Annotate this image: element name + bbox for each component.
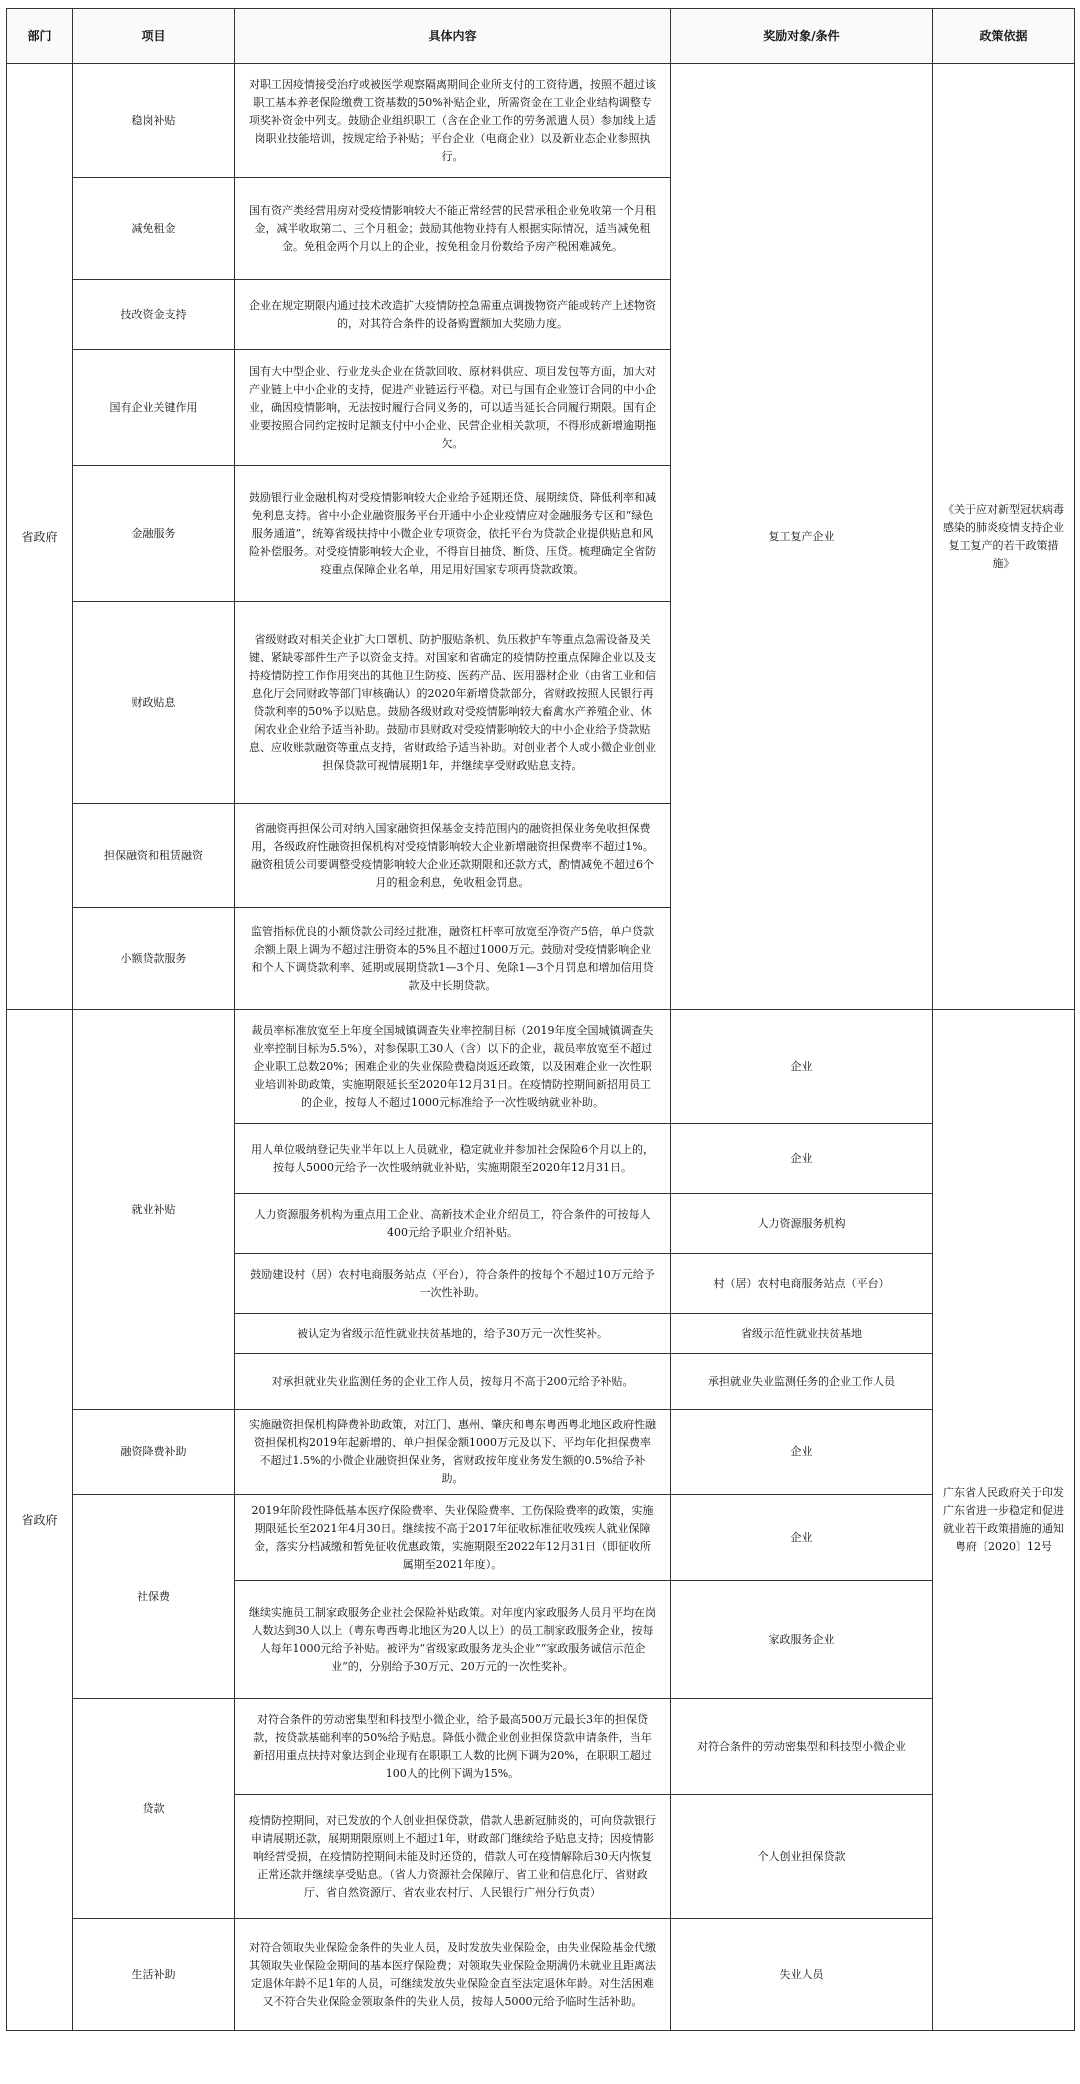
policy-table — [6, 8, 1075, 2031]
target-cell: 对符合条件的劳动密集型和科技型小微企业 — [671, 1699, 933, 1795]
basis-cell: 《关于应对新型冠状病毒感染的肺炎疫情支持企业复工复产的若干政策措施》 — [933, 64, 1075, 1010]
target-cell: 省级示范性就业扶贫基地 — [671, 1314, 933, 1354]
header-content: 具体内容 — [235, 9, 671, 64]
target-cell: 企业 — [671, 1010, 933, 1124]
content-cell: 对符合领取失业保险金条件的失业人员，及时发放失业保险金，由失业保险基金代缴其领取失业保险金期间的基本医疗保险费；对领取失业保险金期满仍未就业且距离法定退休年龄不足1年的人员，可继续发放失业保险金直至法定退休年龄。对生活困难又不符合失业保险金领取条件的失业人员，按每人5000元给予临时生活补助。 — [235, 1919, 671, 2031]
item-cell: 减免租金 — [73, 178, 235, 280]
item-cell: 金融服务 — [73, 466, 235, 602]
content-cell: 省级财政对相关企业扩大口罩机、防护服贴条机、负压救护车等重点急需设备及关键、紧缺零部件生产予以资金支持。对国家和省确定的疫情防控重点保障企业以及支持疫情防控工作作用突出的其他卫生防疫、医药产品、医用器材企业（由省工业和信息化厅会同财政等部门审核确认）的2020年新增贷款部分，省财政按照人民银行再贷款利率的50%予以贴息。鼓励各级财政对受疫情影响较大畜禽水产养殖企业、休闲农业企业给予适当补助。鼓励市县财政对受疫情影响较大的中小企业给予贷款贴息、应收账款融资等重点支持，省财政给予适当补助。对创业者个人或小微企业创业担保贷款可视情展期1年，并继续享受财政贴息支持。 — [235, 602, 671, 804]
item-cell: 生活补助 — [73, 1919, 235, 2031]
content-cell: 继续实施员工制家政服务企业社会保险补贴政策。对年度内家政服务人员月平均在岗人数达到30人以上（粤东粤西粤北地区为20人以上）的员工制家政服务企业，按每人每年1000元给予补贴。被评为“省级家政服务龙头企业”“家政服务诚信示范企业”的，分别给予30万元、20万元的一次性奖补。 — [235, 1581, 671, 1699]
header-row — [7, 9, 1075, 64]
item-cell: 社保费 — [73, 1495, 235, 1699]
table-row — [7, 1919, 1075, 2031]
target-cell: 企业 — [671, 1410, 933, 1495]
table-row — [7, 64, 1075, 178]
target-cell: 村（居）农村电商服务站点（平台） — [671, 1254, 933, 1314]
content-cell: 实施融资担保机构降费补助政策，对江门、惠州、肇庆和粤东粤西粤北地区政府性融资担保机构2019年起新增的、单户担保金额1000万元及以下、平均年化担保费率不超过1.5%的小微企业融资担保业务，省财政按年度业务发生额的0.5%给予补助。 — [235, 1410, 671, 1495]
content-cell: 对职工因疫情接受治疗或被医学观察隔离期间企业所支付的工资待遇，按照不超过该职工基本养老保险缴费工资基数的50%补贴企业，所需资金在工业企业结构调整专项奖补资金中列支。鼓励企业组织职工（含在企业工作的劳务派遣人员）参加线上适岗职业技能培训，按规定给予补贴；平台企业（电商企业）以及新业态企业参照执行。 — [235, 64, 671, 178]
header-target: 奖励对象/条件 — [671, 9, 933, 64]
content-cell: 疫情防控期间，对已发放的个人创业担保贷款，借款人患新冠肺炎的，可向贷款银行申请展期还款，展期期限原则上不超过1年，财政部门继续给予贴息支持；因疫情影响经营受损，在疫情防控期间未能及时还贷的，借款人可在疫情解除后30天内恢复正常还款并继续享受贴息。（省人力资源社会保障厅、省工业和信息化厅、省财政厅、省自然资源厅、省农业农村厅、人民银行广州分行负责） — [235, 1795, 671, 1919]
table-row — [7, 1410, 1075, 1495]
target-cell: 企业 — [671, 1124, 933, 1194]
content-cell: 裁员率标准放宽至上年度全国城镇调查失业率控制目标（2019年度全国城镇调查失业率控制目标为5.5%），对参保职工30人（含）以下的企业，裁员率放宽至不超过企业职工总数20%；困难企业的失业保险费稳岗返还政策，以及困难企业一次性职业培训补助政策，实施期限延长至2020年12月31日。在疫情防控期间新招用员工的企业，按每人不超过1000元标准给予一次性吸纳就业补助。 — [235, 1010, 671, 1124]
content-cell: 人力资源服务机构为重点用工企业、高新技术企业介绍员工，符合条件的可按每人400元给予职业介绍补贴。 — [235, 1194, 671, 1254]
table-row — [7, 1010, 1075, 1124]
header-basis: 政策依据 — [933, 9, 1075, 64]
content-cell: 国有大中型企业、行业龙头企业在货款回收、原材料供应、项目发包等方面，加大对产业链上中小企业的支持，促进产业链运行平稳。对已与国有企业签订合同的中小企业，确因疫情影响，无法按时履行合同义务的，可以适当延长合同履行期限。国有企业要按照合同约定按时足额支付中小企业、民营企业相关款项，不得形成新增逾期拖欠。 — [235, 350, 671, 466]
item-cell: 融资降费补助 — [73, 1410, 235, 1495]
content-cell: 2019年阶段性降低基本医疗保险费率、失业保险费率、工伤保险费率的政策，实施期限延长至2021年4月30日。继续按不高于2017年征收标准征收残疾人就业保障金，落实分档减缴和暂免征收优惠政策，实施期限至2022年12月31日（即征收所属期至2021年度）。 — [235, 1495, 671, 1581]
item-cell: 贷款 — [73, 1699, 235, 1919]
content-cell: 鼓励建设村（居）农村电商服务站点（平台），符合条件的按每个不超过10万元给予一次性补助。 — [235, 1254, 671, 1314]
item-cell: 小额贷款服务 — [73, 908, 235, 1010]
department-cell: 省政府 — [7, 1010, 73, 2031]
content-cell: 企业在规定期限内通过技术改造扩大疫情防控急需重点调拨物资产能或转产上述物资的，对其符合条件的设备购置额加大奖励力度。 — [235, 280, 671, 350]
item-cell: 国有企业关键作用 — [73, 350, 235, 466]
content-cell: 省融资再担保公司对纳入国家融资担保基金支持范围内的融资担保业务免收担保费用，各级政府性融资担保机构对受疫情影响较大企业新增融资担保费率不超过1%。融资租赁公司要调整受疫情影响较大企业还款期限和还款方式，酌情减免不超过6个月的租金利息，免收租金罚息。 — [235, 804, 671, 908]
content-cell: 被认定为省级示范性就业扶贫基地的，给予30万元一次性奖补。 — [235, 1314, 671, 1354]
content-cell: 用人单位吸纳登记失业半年以上人员就业，稳定就业并参加社会保险6个月以上的，按每人5000元给予一次性吸纳就业补贴，实施期限至2020年12月31日。 — [235, 1124, 671, 1194]
content-cell: 鼓励银行业金融机构对受疫情影响较大企业给予延期还贷、展期续贷、降低利率和减免利息支持。省中小企业融资服务平台开通中小企业疫情应对金融服务专区和“绿色服务通道”，统筹省级扶持中小微企业专项资金，依托平台为贷款企业提供贴息和风险补偿服务。对受疫情影响较大企业，不得盲目抽贷、断贷、压贷。梳理确定全省防疫重点保障企业名单，用足用好国家专项再贷款政策。 — [235, 466, 671, 602]
target-cell: 复工复产企业 — [671, 64, 933, 1010]
content-cell: 对符合条件的劳动密集型和科技型小微企业，给予最高500万元最长3年的担保贷款，按贷款基础利率的50%给予贴息。降低小微企业创业担保贷款申请条件，当年新招用重点扶持对象达到企业现有在职职工人数的比例下调为20%，在职职工超过100人的比例下调为15%。 — [235, 1699, 671, 1795]
item-cell: 担保融资和租赁融资 — [73, 804, 235, 908]
item-cell: 技改资金支持 — [73, 280, 235, 350]
target-cell: 家政服务企业 — [671, 1581, 933, 1699]
target-cell: 个人创业担保贷款 — [671, 1795, 933, 1919]
item-cell: 稳岗补贴 — [73, 64, 235, 178]
header-item: 项目 — [73, 9, 235, 64]
target-cell: 失业人员 — [671, 1919, 933, 2031]
target-cell: 人力资源服务机构 — [671, 1194, 933, 1254]
item-cell: 就业补贴 — [73, 1010, 235, 1410]
content-cell: 对承担就业失业监测任务的企业工作人员，按每月不高于200元给予补贴。 — [235, 1354, 671, 1410]
table-row — [7, 1495, 1075, 1581]
table-row — [7, 1699, 1075, 1795]
target-cell: 企业 — [671, 1495, 933, 1581]
content-cell: 国有资产类经营用房对受疫情影响较大不能正常经营的民营承租企业免收第一个月租金，减半收取第二、三个月租金；鼓励其他物业持有人根据实际情况，适当减免租金。免租金两个月以上的企业，按免租金月份数给予房产税困难减免。 — [235, 178, 671, 280]
department-cell: 省政府 — [7, 64, 73, 1010]
header-department: 部门 — [7, 9, 73, 64]
content-cell: 监管指标优良的小额贷款公司经过批准，融资杠杆率可放宽至净资产5倍，单户贷款余额上限上调为不超过注册资本的5%且不超过1000万元。鼓励对受疫情影响企业和个人下调贷款利率、延期或展期贷款1—3个月、免除1—3个月罚息和增加信用贷款及中长期贷款。 — [235, 908, 671, 1010]
target-cell: 承担就业失业监测任务的企业工作人员 — [671, 1354, 933, 1410]
basis-cell: 广东省人民政府关于印发广东省进一步稳定和促进就业若干政策措施的通知粤府〔2020〕12号 — [933, 1010, 1075, 2031]
item-cell: 财政贴息 — [73, 602, 235, 804]
